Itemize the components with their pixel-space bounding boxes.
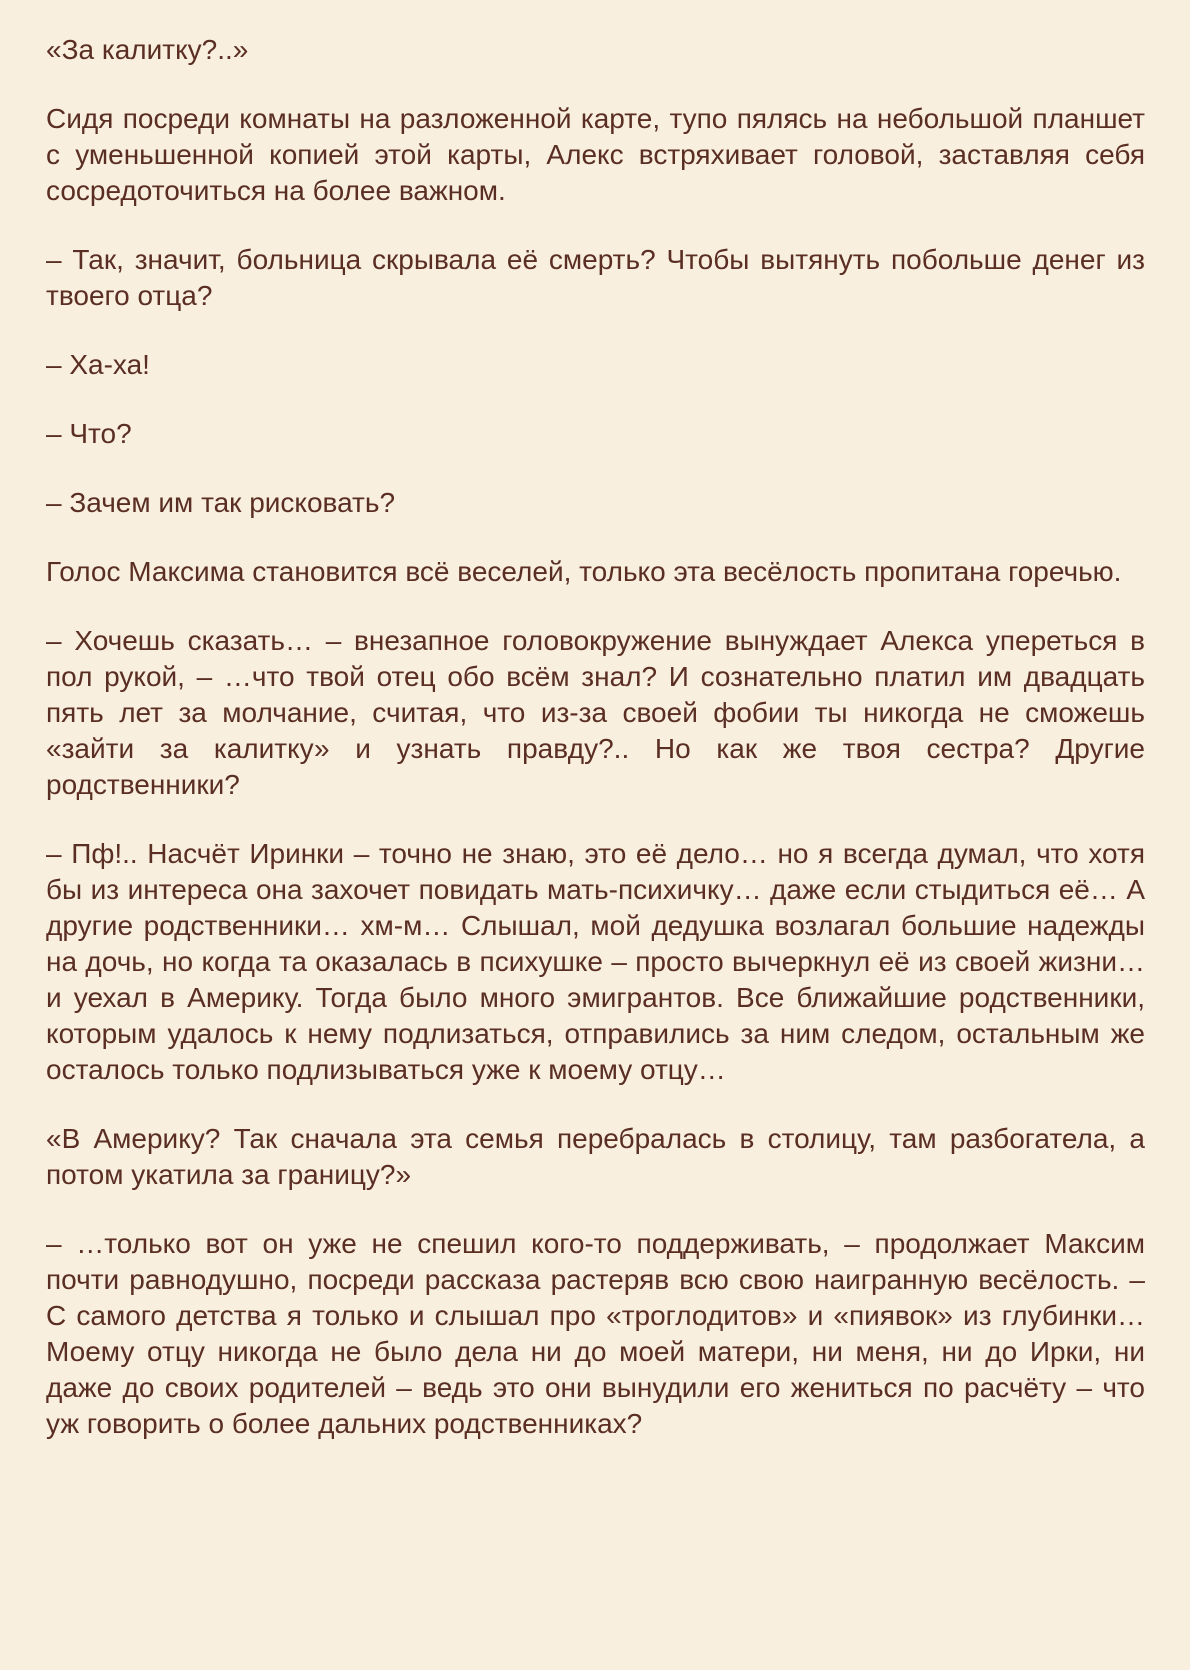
paragraph-dialogue-risk: – Зачем им так рисковать? — [46, 487, 396, 518]
paragraph-thought-america: «В Америку? Так сначала эта семья перебралась в столицу, там разбогатела, а потом укатила за границу?» — [46, 1123, 1145, 1190]
paragraph-dialogue-father-knew: – Хочешь сказать… – внезапное головокружение вынуждает Алекса упереться в пол рукой, – …что твой отец обо всём знал? И сознательно платил им двадцать пять лет за молчание, считая, что из-за своей фобии ты никогда не сможешь «зайти за калитку» и узнать правду?.. Но как же твоя сестра? Другие родственники? — [46, 625, 1145, 800]
paragraph-dialogue-relatives: – Пф!.. Насчёт Иринки – точно не знаю, это её дело… но я всегда думал, что хотя бы из интереса она захочет повидать мать-психичку… даже если стыдиться её… А другие родственники… хм-м… Слышал, мой дедушка возлагал большие надежды на дочь, но когда та оказалась в психушке – просто вычеркнул её из своей жизни… и уехал в Америку. Тогда было много эмигрантов. Все ближайшие родственники, которым удалось к нему подлизаться, отправились за ним следом, остальным же осталось только подлизываться уже к моему отцу… — [46, 838, 1145, 1085]
paragraph-dialogue-hospital: – Так, значит, больница скрывала её смерть? Чтобы вытянуть побольше денег из твоего отца? — [46, 244, 1145, 311]
paragraph-narration-voice: Голос Максима становится всё веселей, только эта весёлость пропитана горечью. — [46, 556, 1122, 587]
paragraph-dialogue-indifferent: – …только вот он уже не спешил кого-то поддерживать, – продолжает Максим почти равнодушно, посреди рассказа растеряв всю свою наигранную весёлость. – С самого детства я только и слышал про «троглодитов» и «пиявок» из глубинки… Моему отцу никогда не было дела ни до моей матери, ни меня, ни до Ирки, ни даже до своих родителей – ведь это они вынудили его жениться по расчёту – что уж говорить о более дальних родственниках? — [46, 1228, 1145, 1439]
paragraph-dialogue-laugh: – Ха-ха! — [46, 349, 150, 380]
paragraph-dialogue-what: – Что? — [46, 418, 132, 449]
paragraph-narration-map: Сидя посреди комнаты на разложенной карте, тупо пялясь на небольшой планшет с уменьшенной копией этой карты, Алекс встряхивает головой, заставляя себя сосредоточиться на более важном. — [46, 103, 1145, 206]
paragraph-thought-gate: «За калитку?..» — [46, 34, 249, 65]
